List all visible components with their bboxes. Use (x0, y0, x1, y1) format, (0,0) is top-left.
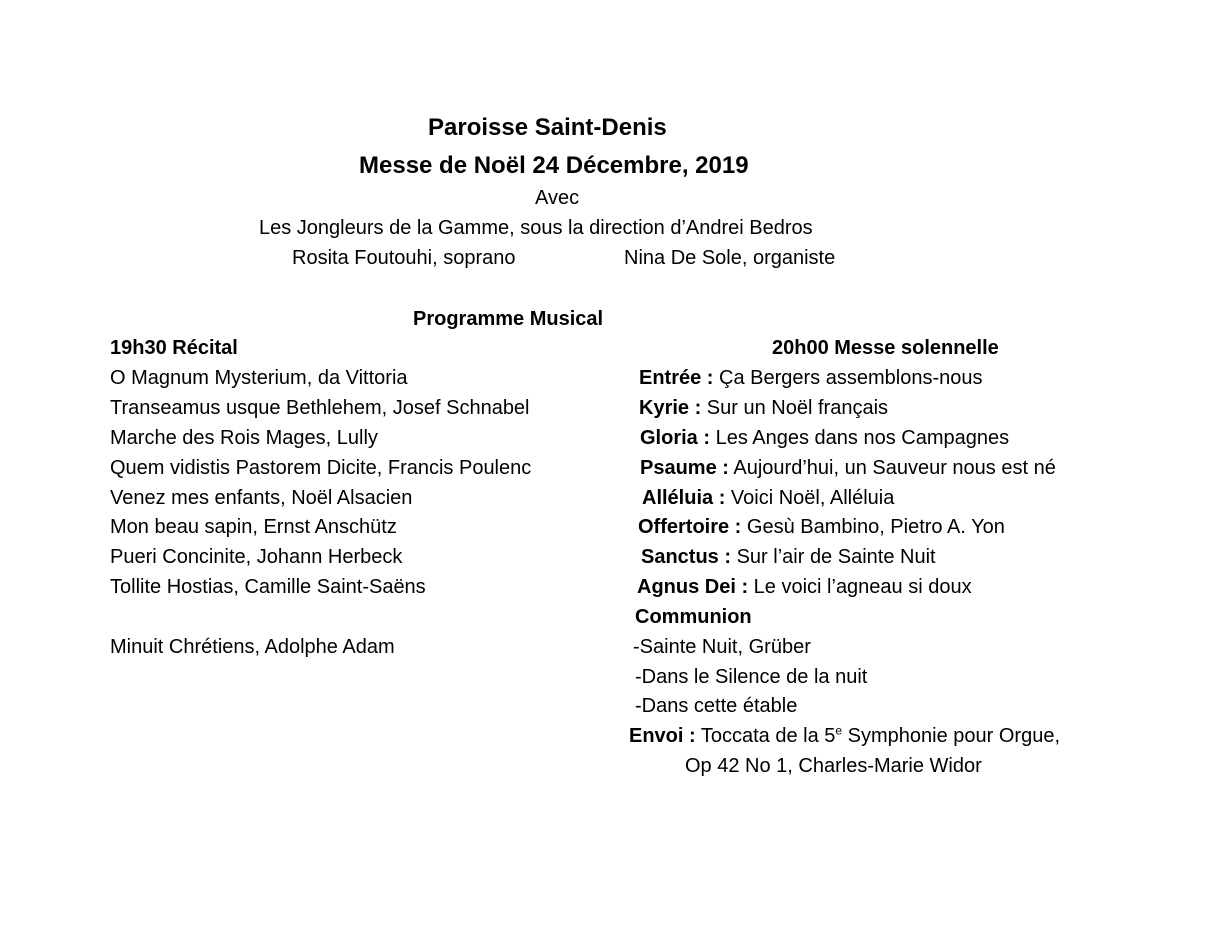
mass-part-label: Agnus Dei : (637, 576, 749, 598)
envoi-label: Envoi : (629, 725, 696, 747)
mass-part-text: Gesù Bambino, Pietro A. Yon (741, 516, 1005, 538)
mass-heading: 20h00 Messe solennelle (772, 337, 999, 359)
mass-part-label: Alléluia : (642, 487, 726, 509)
recital-item: Pueri Concinite, Johann Herbeck (110, 546, 403, 568)
envoi-line2: Op 42 No 1, Charles-Marie Widor (685, 755, 982, 777)
mass-part-alleluia (642, 487, 894, 510)
mass-part-entree (639, 367, 982, 390)
recital-final-item: Minuit Chrétiens, Adolphe Adam (110, 636, 395, 658)
communion-item: -Dans cette étable (635, 695, 798, 717)
mass-part-kyrie (639, 397, 888, 420)
mass-title: Messe de Noël 24 Décembre, 2019 (359, 152, 749, 179)
mass-part-text: Le voici l’agneau si doux (748, 576, 972, 598)
mass-part-text: Ça Bergers assemblons-nous (713, 367, 983, 389)
recital-item: O Magnum Mysterium, da Vittoria (110, 367, 408, 389)
recital-item: Mon beau sapin, Ernst Anschütz (110, 516, 397, 538)
mass-part-label: Psaume : (640, 457, 729, 479)
with-label: Avec (535, 187, 580, 209)
mass-part-text: Voici Noël, Alléluia (725, 487, 895, 509)
mass-part-label: Entrée : (639, 367, 714, 389)
mass-part-label: Offertoire : (638, 516, 742, 538)
envoi-superscript: e (835, 723, 843, 738)
mass-part-text: Aujourd’hui, un Sauveur nous est né (728, 457, 1056, 479)
recital-item: Marche des Rois Mages, Lully (110, 427, 378, 449)
mass-part-sanctus (641, 546, 936, 569)
mass-part-psaume (640, 457, 1056, 480)
communion-item: -Sainte Nuit, Grüber (633, 636, 811, 658)
programme-title: Programme Musical (413, 308, 604, 330)
envoi-text: Toccata de la 5 (695, 725, 836, 747)
mass-part-gloria (640, 427, 1009, 450)
communion-item: -Dans le Silence de la nuit (635, 666, 868, 688)
mass-part-text: Sur un Noël français (701, 397, 889, 419)
mass-part-label: Gloria : (640, 427, 711, 449)
mass-part-label: Sanctus : (641, 546, 732, 568)
mass-part-agnus-dei (637, 576, 972, 599)
envoi-text-cont: Symphonie pour Orgue, (842, 725, 1060, 747)
choir-line: Les Jongleurs de la Gamme, sous la direction d’Andrei Bedros (259, 217, 813, 239)
recital-item: Venez mes enfants, Noël Alsacien (110, 487, 413, 509)
recital-item: Quem vidistis Pastorem Dicite, Francis Poulenc (110, 457, 532, 479)
parish-title: Paroisse Saint-Denis (428, 114, 667, 141)
recital-heading: 19h30 Récital (110, 337, 238, 359)
mass-part-text: Les Anges dans nos Campagnes (710, 427, 1010, 449)
recital-item: Transeamus usque Bethlehem, Josef Schnabel (110, 397, 530, 419)
mass-part-text: Sur l’air de Sainte Nuit (731, 546, 936, 568)
communion-label: Communion (635, 606, 752, 628)
mass-part-label: Kyrie : (639, 397, 702, 419)
mass-part-offertoire (638, 516, 1005, 539)
recital-item: Tollite Hostias, Camille Saint-Saëns (110, 576, 426, 598)
mass-part-envoi (629, 725, 1060, 748)
soprano-credit: Rosita Foutouhi, soprano (292, 247, 516, 269)
organist-credit: Nina De Sole, organiste (624, 247, 836, 269)
